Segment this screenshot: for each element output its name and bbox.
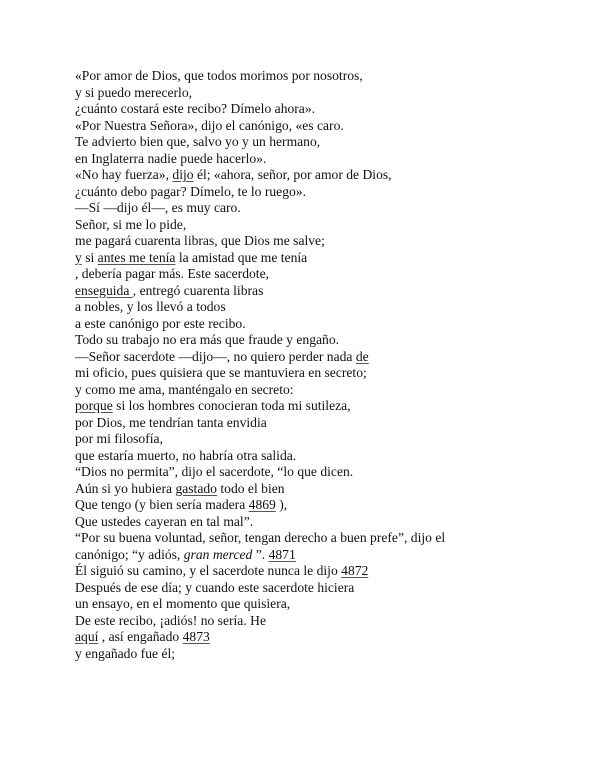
text-line <box>75 233 595 250</box>
text-segment: mi oficio, pues quisiera que se mantuviera en secreto; <box>75 365 367 380</box>
text-line <box>75 167 595 184</box>
text-segment: Te advierto bien que, salvo yo y un hermano, <box>75 134 321 149</box>
text-line <box>75 118 595 135</box>
text-line <box>75 283 595 300</box>
text-line <box>75 68 595 85</box>
text-segment: ”. <box>252 546 269 562</box>
text-line <box>75 514 595 531</box>
text-segment: a este canónigo por este recibo. <box>75 315 246 331</box>
text-line <box>75 530 595 547</box>
text-segment: en Inglaterra nadie puede hacerlo». <box>75 150 267 166</box>
text-line <box>75 299 595 316</box>
text-line <box>75 200 595 217</box>
text-segment: si los hombres conocieran toda mi sutileza, <box>112 398 351 413</box>
text-segment: , debería pagar más. Este sacerdote, <box>75 266 269 281</box>
underlined-text: antes me tenía <box>97 249 176 265</box>
text-line <box>75 101 595 118</box>
text-line <box>75 382 595 399</box>
text-line <box>75 646 595 663</box>
text-line <box>75 217 595 234</box>
text-segment: Él siguió su camino, y el sacerdote nunca le dijo <box>75 563 342 578</box>
text-line <box>75 431 595 448</box>
text-segment: por mi filosofía, <box>75 431 163 446</box>
text-segment: él; «ahora, señor, por amor de Dios, <box>193 167 392 182</box>
text-segment: ), <box>275 497 288 512</box>
text-segment: «Por amor de Dios, que todos morimos por nosotros, <box>75 68 363 83</box>
text-segment: a nobles, y los llevó a todos <box>75 299 226 314</box>
text-segment: , así engañado <box>98 629 183 644</box>
underlined-text: 4873 <box>182 629 210 644</box>
text-line <box>75 481 595 498</box>
text-segment: “Por su buena voluntad, señor, tengan derecho a buen prefe”, dijo el <box>75 530 446 545</box>
text-line <box>75 580 595 597</box>
text-line <box>75 547 595 564</box>
text-segment: Señor, si me lo pide, <box>75 216 187 232</box>
text-line <box>75 596 595 613</box>
text-line <box>75 464 595 481</box>
underlined-text: dijo <box>172 167 194 182</box>
text-line <box>75 332 595 349</box>
underlined-text: 4869 <box>248 497 276 512</box>
text-segment: todo el bien <box>216 480 285 496</box>
text-segment: ¿cuánto debo pagar? Dímelo, te lo ruego». <box>75 183 307 199</box>
text-line <box>75 266 595 283</box>
text-segment: me pagará cuarenta libras, que Dios me salve; <box>75 233 325 248</box>
text-segment: Después de ese día; y cuando este sacerdote hiciera <box>75 579 355 595</box>
text-segment: «No hay fuerza», <box>75 167 173 182</box>
text-line <box>75 398 595 415</box>
text-segment: De este recibo, ¡adiós! no sería. He <box>75 612 266 628</box>
text-segment: Que ustedes cayeran en tal mal”. <box>75 513 254 529</box>
text-segment: que estaría muerto, no habría otra salida. <box>75 447 297 463</box>
text-line <box>75 415 595 432</box>
text-line <box>75 563 595 580</box>
text-segment: y como me ama, manténgalo en secreto: <box>75 381 294 397</box>
text-segment: y engañado fue él; <box>75 645 176 661</box>
text-segment: Todo su trabajo no era más que fraude y engaño. <box>75 332 340 347</box>
text-segment: la amistad que me tenía <box>175 249 308 265</box>
text-segment: “Dios no permita”, dijo el sacerdote, “lo que dicen. <box>75 464 354 479</box>
poem-text <box>75 68 595 662</box>
text-line <box>75 316 595 333</box>
text-line <box>75 613 595 630</box>
text-segment: —Señor sacerdote —dijo—, no quiero perder nada <box>75 348 356 364</box>
underlined-text: 4871 <box>268 546 296 562</box>
text-segment: un ensayo, en el momento que quisiera, <box>75 596 291 611</box>
underlined-text: porque <box>75 398 113 413</box>
text-line <box>75 151 595 168</box>
text-segment: —Sí —dijo él—, es muy caro. <box>75 200 241 215</box>
underlined-text: enseguida <box>75 282 133 298</box>
text-line <box>75 365 595 382</box>
text-line <box>75 250 595 267</box>
text-line <box>75 629 595 646</box>
text-line <box>75 184 595 201</box>
underlined-text: y <box>75 249 82 265</box>
text-segment: por Dios, me tendrían tanta envidia <box>75 414 267 430</box>
text-segment: ¿cuánto costará este recibo? Dímelo ahora». <box>75 101 316 116</box>
text-line <box>75 85 595 102</box>
underlined-text: 4872 <box>341 563 369 578</box>
text-line <box>75 497 595 514</box>
text-segment: y si puedo merecerlo, <box>75 84 193 100</box>
text-segment: Que tengo (y bien sería madera <box>75 497 249 512</box>
text-line <box>75 349 595 366</box>
text-segment: canónigo; “y adiós, <box>75 546 184 562</box>
text-segment: , entregó cuarenta libras <box>132 282 264 298</box>
underlined-text: de <box>355 348 369 364</box>
text-segment: «Por Nuestra Señora», dijo el canónigo, «es caro. <box>75 117 344 133</box>
text-segment: si <box>81 249 98 265</box>
underlined-text: gastado <box>175 480 217 496</box>
text-segment: Aún si yo hubiera <box>75 480 176 496</box>
underlined-text: aquí <box>75 629 99 644</box>
italic-text: gran merced <box>183 546 253 562</box>
text-line <box>75 134 595 151</box>
text-line <box>75 448 595 465</box>
